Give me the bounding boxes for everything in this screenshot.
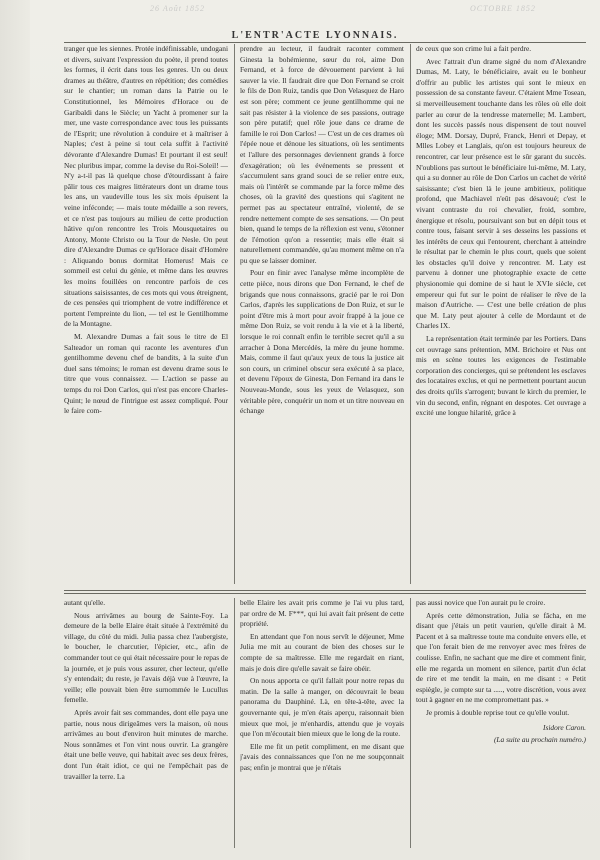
paragraph: Pour en finir avec l'analyse même incomplète de cette pièce, nous dirons que Don Fernand, le chef de brigands que nous connaissons, gracié par le roi Don Carlos, d'après les supplications de Don Ruiz, et sur le point d'être mis à mort pour avoir frappé à la joue ce même Don Ruiz, se voit rendu à la vie et à la liberté, lorsque le roi connaît enfin le terrible secret qu'il a su arracher à Dona Mercédès, la mère du jeune homme. Mais, comme il faut qu'aux yeux de tous la justice ait son cours, un criminel obscur sera exécuté à sa place, et devenu l'époux de Ginesta, Don Fernand ira dans le Nouveau-Monde, sous les yeux de Velasquez, son véritable père, conquérir un nom et un titre nouveau en échange: [240, 268, 404, 416]
column-divider: [234, 44, 235, 584]
header-rule: [64, 42, 586, 43]
column-3-top: [416, 44, 586, 584]
feuilleton-rule-2: [64, 593, 586, 594]
paragraph: Après cette démonstration, Julia se fâcha, en me disant que j'étais un petit vaurien, qu'elle dirait à M. Pacent et à sa maîtresse toute ma conduite envers elle, et que l'on ferait bien de me renvoyer avec mes frères de coulisse. Enfin, ne sachant que me dire et comment finir, elle me regarda un moment en silence, partit d'un éclat de rire et me tendit la main, en me disant : « Petit espiègle, je compte sur ta ....., votre discrétion, vous avez tout à gagner en ne me compromettant pas. »: [416, 610, 586, 705]
paragraph: On nous apporta ce qu'il fallait pour notre repas du matin. De la salle à manger, on découvrait le beau panorama du Dauphiné. Là, en tête-à-tête, avec la gouvernante qui, je m'en étais aperçu, raisonnait bien mieux que moi, je m'enhardis, attendu que je voyais que l'on m'écoutait bien mieux que le long de la route.: [240, 676, 404, 739]
paragraph: de ceux que son crime lui a fait perdre.: [416, 44, 532, 53]
column-2-top: [240, 44, 404, 584]
masthead-title: L'ENTR'ACTE LYONNAIS.: [231, 30, 399, 41]
paragraph: pas aussi novice que l'on aurait pu le croire.: [416, 598, 546, 607]
paragraph: Après avoir fait ses commandes, dont elle paya une partie, nous nous dirigeâmes vers la maison, où nous arrivâmes au bout d'environ huit minutes de marche. Nous sonnâmes et l'on vint nous ouvrir. La grangère était une belle veuve, qui habitait avec ses deux frères, dont l'un était idiot, ce qui ne l'empêchait pas de travailler la terre. La: [64, 707, 228, 781]
paragraph: Nous arrivâmes au bourg de Sainte-Foy. La demeure de la belle Elaire était située à l'extrémité du village, du côté du midi. Julia passa chez l'aubergiste, le boucher, le charcutier, l'épicier, etc., afin de commander tout ce qui était nécessaire pour le repas de la journée, et je puis vous assurer, cher lecteur, qu'elle s'y entendait; du reste, je l'avais déjà vue à l'œuvre, la veille; elle pouvait bien être surnommée le Lucullus femelle.: [64, 610, 228, 705]
feuilleton-column-2: [240, 598, 404, 848]
feuilleton-column-3: [416, 598, 586, 848]
continuation-note: (La suite au prochain numéro.): [493, 735, 586, 745]
paragraph: Avec l'attrait d'un drame signé du nom d'Alexandre Dumas, M. Laty, le bénéficiaire, avait eu le bonheur d'offrir au public les artistes qui sont le mieux en possession de sa constante faveur. C'étaient Mme Tosean, si merveilleusement touchante dans les rôles où elle doit parler au cœur de la tendresse maternelle; M. Lambert, dont les succès passés nous dispensent de tout nouvel éloge; MM. Dorsay, Dupré, Franck, Henri et Depay, et Mlles Lobey et Langlais, qu'on est toujours heureux de rencontrer, car leur présence est le sûr garant du succès. N'oublions pas surtout le bénéficiaire lui-même, M. Laty, qui a su donner au rôle de Don Carlos un cachet de vérité saisissante; c'est bien là le jeune ambitieux, politique profond, que Machiavel n'eût pas désavoué; c'est le vivant contraste du roi chevalier, froid, sombre, énergique et résolu, poursuivant son but en dépit tous et contre tous, faisant servir à ses desseins les passions et les intérêts de ceux qui l'entourent, cherchant à atteindre le résultat par le chemin le plus court, quels que soient les obstacles qu'il doive y rencontrer. M. Laty est parvenu à donner une photographie exacte de cette physionomie qui domine de si haut le XVIe siècle, cet empereur qui fut sur le point de réaliser le rêve de la maison d'Autriche. — C'est une belle création de plus que M. Laty peut ajouter à celle de Mordaunt et de Charles IX.: [416, 56, 586, 331]
paragraph: prendre au lecteur, il faudrait raconter comment Ginesta la bohémienne, sœur du roi, aime Don Fernand, et à force de dévouement parvient à lui sauver la vie. Il faudrait dire que Don Fernand se croit le fils de Don Ruiz, tandis que Don Velasquez de Haro est son père; comment ce jeune gentilhomme qui ne sait pas résister à la violence de ses passions, outrage son père putatif; quel rôle joue dans ce drame de famille le roi Don Carlos! — C'est un de ces drames où l'épée noue et dénoue les situations, où les sentiments et l'allure des personnages deviennent grands à force d'exagération; où les événements se pressent et s'accumulent sans grand souci de se relier entre eux, mais où l'intérêt se commande par la force même des choses, où la gravité des questions qui s'agitent ne permet pas au spectateur entraîné, violenté, de se rendre nettement compte de ses sensations. — On peut bien, quand le temps de la réflexion est venu, s'étonner de l'émotion qu'on a ressentie; mais elle était si naturellement commandée, qu'au moment même on n'a pu que se laisser dominer.: [240, 44, 404, 265]
paragraph: M. Alexandre Dumas a fait sous le titre de El Salteador un roman qui raconte les aventures d'un gentilhomme devenu chef de bandits, à la suite d'un duel sans témoins; le roman est devenu drame sous le titre que vous connaissez. — L'action se passe au temps du roi Don Carlos, qui n'est pas encore Charles-Quint; le nœud de l'intrigue est assez compliqué. Pour le faire com-: [64, 332, 228, 416]
column-divider: [410, 598, 411, 848]
feuilleton-column-1: [64, 598, 228, 848]
paragraph: Je promis à double reprise tout ce qu'elle voulut.: [426, 707, 570, 717]
author-signature: Isidore Caron.: [543, 722, 586, 732]
column-divider: [234, 598, 235, 848]
paragraph: autant qu'elle.: [64, 598, 106, 607]
column-divider: [410, 44, 411, 584]
feuilleton-rule: [64, 590, 586, 591]
paragraph: En attendant que l'on nous servît le déjeuner, Mme Julia me mit au courant de bien des choses sur le compte de sa maîtresse. Elle me regardait en riant, mais je dois dire qu'elle savait se faire obéir.: [240, 631, 404, 673]
page-binding: [0, 0, 30, 860]
column-1-top: [64, 44, 228, 584]
paragraph: Elle me fit un petit compliment, en me disant que j'avais des connaissances que l'on ne me soupçonnait pas; enfin je montrai que je n'étais: [240, 741, 404, 772]
bleed-through-date-left: 26 Août 1852: [150, 4, 205, 13]
paragraph: belle Elaire les avait pris comme je l'ai vu plus tard, par ordre de M. F***, qui lui avait fait présent de cette propriété.: [240, 598, 404, 629]
paragraph: La représentation était terminée par les Portiers. Dans cet ouvrage sans prétention, MM. Brichoire et Nus ont mis en scène toutes les exigences de l'estimable corporation des concierges, qui se prétendent les esclaves des locataires exclus, et qui ne permettent pourtant aucun des droits qu'ils s'arrogent; buvant le kirch du premier, le vin du second, enfin, régnant en despotes. Cet ouvrage a excité une longue hilarité, grâce à: [416, 334, 586, 418]
paragraph: tranger que les siennes. Protée indéfinissable, undogani et divers, suivant l'expression du poète, il prend toutes les formes, il écrit dans tous les genres. Un ou deux drames au théâtre, d'autres en répétition; des comédies sur le chantier; un roman dans la Patrie ou le Constitutionnel, les Mémoires d'Horace ou de Garibaldi dans le Siècle; un Yacht à promener sur la mer, une vaste correspondance avec tous les puissants de l'Esprit; une révolution à conduire et à maîtriser à Naples; c'est à peine si tout cela suffit à l'activité dévorante d'Alexandre Dumas! Et pourtant il est seul! Nec pluribus impar, comme la devise du Roi-Soleil! — N'y a-t-il pas là quelque chose d'étourdissant à faire pâlir tous ces maigres littérateurs dont un drame tous les ans, un vaudeville tous les six mois épuisent la veine inféconde; — mais toute médaille a son revers, et ce n'est pas toujours au milieu de cette production hâtive qu'on rencontre les Trois Mousquetaires ou Antony, Monte Christo ou la Tour de Nesle. On peut dire d'Alexandre Dumas ce qu'Horace disait d'Homère : Aliquando bonus dormitat Homerus! Mais ce sommeil est celui du génie, et même dans les œuvres les moins fouillées on rencontre parfois de ces situations saisissantes, de ces mots qui vous étreignent, de ces pensées qui triomphent de votre indifférence et portent l'empreinte du lion, — tel est le Gentilhomme de la Montagne.: [64, 44, 228, 329]
bleed-through-date-right: OCTOBRE 1852: [470, 4, 536, 13]
